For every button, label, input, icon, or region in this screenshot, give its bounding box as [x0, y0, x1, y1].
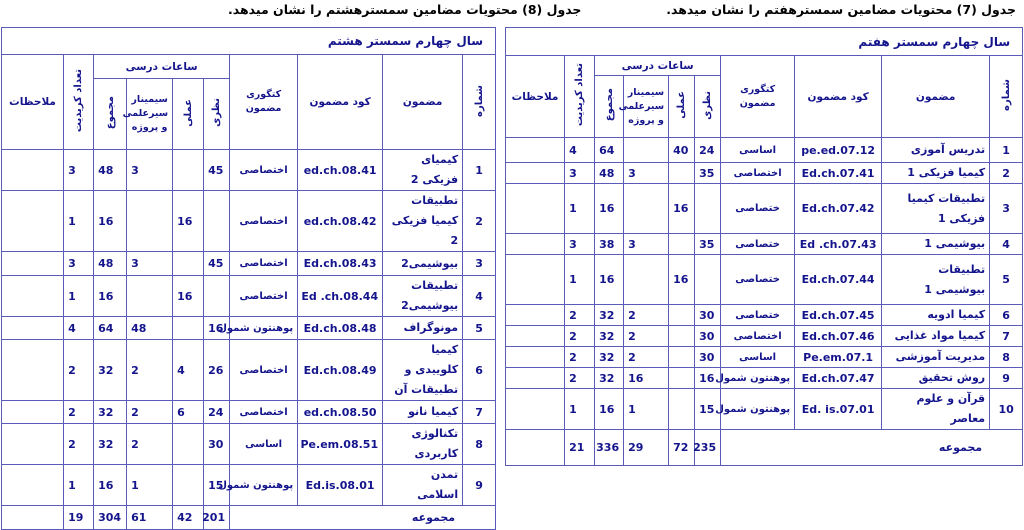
header-credits: تعداد کریدیت	[565, 56, 595, 138]
cell-total: 16	[94, 191, 127, 252]
cell-subject: تطبیقات بیوشیمی 1	[882, 255, 990, 305]
cell-practical: 16	[173, 191, 204, 252]
cell-total: 16	[595, 255, 624, 305]
table-row	[506, 389, 1023, 430]
cell-category: ختصاصی	[721, 255, 795, 305]
table-row	[506, 347, 1023, 368]
header-category: کتگوری مضمون	[230, 55, 298, 150]
table-row	[2, 340, 496, 401]
cell-seminar: 2	[624, 305, 669, 326]
cell-theory	[695, 184, 721, 234]
cell-category: ختصاصی	[721, 184, 795, 234]
cell-total: 32	[94, 424, 127, 465]
cell-theory	[695, 255, 721, 305]
cell-theory: 35	[695, 234, 721, 255]
cell-credits: 1	[565, 184, 595, 234]
cell-notes	[2, 191, 64, 252]
cell-theory: 30	[695, 347, 721, 368]
cell-category: پوهنتون شمول	[721, 389, 795, 430]
header-notes: ملاحظات	[506, 56, 565, 138]
cell-index: 3	[463, 252, 496, 276]
cell-seminar: 2	[127, 401, 173, 424]
cell-practical	[669, 326, 695, 347]
table8	[1, 27, 495, 524]
cell-practical: 16	[173, 276, 204, 317]
cell-code: Ed.is.08.01	[298, 465, 383, 506]
cell-code: Ed.ch.07.42	[795, 184, 882, 234]
cell-seminar: 16	[624, 368, 669, 389]
cell-seminar: 2	[624, 347, 669, 368]
total-credits: 21	[565, 430, 595, 466]
cell-category: اختصاصی	[230, 191, 298, 252]
cell-credits: 2	[64, 340, 94, 401]
cell-notes	[2, 340, 64, 401]
cell-index: 9	[463, 465, 496, 506]
cell-seminar	[624, 255, 669, 305]
cell-total: 64	[94, 317, 127, 340]
cell-code: Ed. is.07.01	[795, 389, 882, 430]
cell-credits: 3	[64, 150, 94, 191]
header-hours: ساعات درسی	[94, 55, 230, 79]
table-row	[506, 305, 1023, 326]
table-row	[2, 252, 496, 276]
header-theory: نظری	[204, 79, 230, 150]
cell-code: Ed.ch.07.47	[795, 368, 882, 389]
cell-total: 16	[595, 184, 624, 234]
cell-category: پوهنتون شمول	[230, 465, 298, 506]
cell-notes	[506, 184, 565, 234]
cell-category: پوهنتون شمول	[230, 317, 298, 340]
cell-theory: 16	[204, 317, 230, 340]
cell-code: ed.ch.08.41	[298, 150, 383, 191]
cell-credits: 4	[565, 138, 595, 163]
cell-code: Pe.em.07.1	[795, 347, 882, 368]
cell-category: پوهنتون شمول	[721, 368, 795, 389]
cell-index: 1	[463, 150, 496, 191]
cell-theory: 45	[204, 150, 230, 191]
table8-title: سال چهارم سمستر هشتم	[2, 28, 496, 55]
cell-category: اختصاصی	[230, 401, 298, 424]
cell-practical	[669, 368, 695, 389]
cell-total: 16	[94, 276, 127, 317]
table-row	[2, 191, 496, 252]
cell-theory: 30	[695, 326, 721, 347]
cell-code: Pe.em.08.51	[298, 424, 383, 465]
header-code: کود مضمون	[795, 56, 882, 138]
header-total: مجموع	[94, 79, 127, 150]
cell-credits: 2	[64, 401, 94, 424]
cell-index: 8	[463, 424, 496, 465]
cell-subject: کیمیا مواد غذایی	[882, 326, 990, 347]
table7	[505, 27, 1022, 489]
cell-index: 6	[990, 305, 1023, 326]
cell-credits: 3	[64, 252, 94, 276]
total-label: مجموعه	[230, 506, 496, 530]
cell-practical	[173, 150, 204, 191]
cell-seminar: 3	[624, 163, 669, 184]
cell-subject: بیوشیمی2	[383, 252, 463, 276]
cell-total: 38	[595, 234, 624, 255]
cell-credits: 1	[565, 389, 595, 430]
cell-theory: 16	[695, 368, 721, 389]
table8-grid	[1, 27, 496, 530]
cell-theory: 15	[204, 465, 230, 506]
cell-subject: کیمیا ادویه	[882, 305, 990, 326]
cell-index: 5	[990, 255, 1023, 305]
cell-practical: 16	[669, 255, 695, 305]
header-category: کتگوری مضمون	[721, 56, 795, 138]
header-seminar: سیمینار سیرعلمی و پروژه	[127, 79, 173, 150]
total-theory: 235	[695, 430, 721, 466]
cell-notes	[2, 465, 64, 506]
header-code: کود مضمون	[298, 55, 383, 150]
cell-category: اختصاصی	[230, 252, 298, 276]
cell-subject: تمدن اسلامی	[383, 465, 463, 506]
cell-total: 32	[595, 305, 624, 326]
table-row	[506, 138, 1023, 163]
totals-row	[2, 506, 496, 530]
cell-subject: کیمیا کلوییدی و تطبیقات آن	[383, 340, 463, 401]
cell-credits: 2	[64, 424, 94, 465]
cell-code: Ed.ch.08.43	[298, 252, 383, 276]
cell-index: 2	[990, 163, 1023, 184]
cell-seminar: 48	[127, 317, 173, 340]
total-practical: 72	[669, 430, 695, 466]
cell-notes	[506, 389, 565, 430]
table-row	[506, 255, 1023, 305]
cell-seminar: 3	[127, 150, 173, 191]
table-row	[506, 234, 1023, 255]
cell-category: اساسی	[230, 424, 298, 465]
totals-row	[506, 430, 1023, 466]
cell-seminar: 2	[127, 424, 173, 465]
table-row	[2, 150, 496, 191]
cell-total: 32	[94, 340, 127, 401]
total-total: 336	[595, 430, 624, 466]
cell-practical	[669, 347, 695, 368]
table-row	[2, 276, 496, 317]
cell-category: اساسی	[721, 347, 795, 368]
cell-subject: مدیریت آموزشی	[882, 347, 990, 368]
cell-practical	[669, 163, 695, 184]
header-theory: نظری	[695, 76, 721, 138]
cell-practical	[173, 252, 204, 276]
table-row	[506, 368, 1023, 389]
total-total: 304	[94, 506, 127, 530]
table7-caption: جدول (7) محتویات مضامین سمسترهفتم را نشان میدهد.	[666, 2, 1016, 17]
table-row	[506, 163, 1023, 184]
cell-code: Ed.ch.07.41	[795, 163, 882, 184]
cell-credits: 1	[64, 465, 94, 506]
cell-notes	[506, 430, 565, 466]
cell-category: اختصاصی	[721, 326, 795, 347]
cell-theory: 24	[695, 138, 721, 163]
header-notes: ملاحظات	[2, 55, 64, 150]
table-row	[2, 401, 496, 424]
cell-seminar	[127, 191, 173, 252]
cell-practical: 6	[173, 401, 204, 424]
table8-caption: جدول (8) محتویات مضامین سمسترهشتم را نشان میدهد.	[228, 2, 582, 17]
table-row	[2, 317, 496, 340]
cell-notes	[506, 368, 565, 389]
cell-index: 1	[990, 138, 1023, 163]
cell-code: Ed.ch.07.44	[795, 255, 882, 305]
cell-category: اختصاصی	[721, 163, 795, 184]
header-practical: عملی	[173, 79, 204, 150]
cell-credits: 1	[565, 255, 595, 305]
header-index: شماره	[990, 56, 1023, 138]
cell-subject: کیمیا نانو	[383, 401, 463, 424]
cell-code: ed.ch.08.42	[298, 191, 383, 252]
cell-total: 32	[94, 401, 127, 424]
cell-practical	[173, 424, 204, 465]
cell-practical: 4	[173, 340, 204, 401]
cell-practical	[669, 389, 695, 430]
cell-notes	[506, 305, 565, 326]
cell-seminar	[624, 138, 669, 163]
cell-total: 48	[94, 252, 127, 276]
cell-code: ed.ch.08.50	[298, 401, 383, 424]
cell-theory: 15	[695, 389, 721, 430]
cell-practical	[669, 305, 695, 326]
cell-total: 64	[595, 138, 624, 163]
cell-credits: 1	[64, 276, 94, 317]
cell-code: Ed.ch.08.48	[298, 317, 383, 340]
cell-practical	[669, 234, 695, 255]
cell-credits: 3	[565, 163, 595, 184]
cell-category: اختصاصی	[230, 340, 298, 401]
cell-index: 9	[990, 368, 1023, 389]
cell-notes	[2, 252, 64, 276]
header-credits: تعداد کریدیت	[64, 55, 94, 150]
cell-seminar: 3	[127, 252, 173, 276]
cell-code: pe.ed.07.12	[795, 138, 882, 163]
cell-subject: کیمیای فزیکی 2	[383, 150, 463, 191]
cell-practical	[173, 465, 204, 506]
cell-index: 10	[990, 389, 1023, 430]
cell-notes	[2, 150, 64, 191]
table7-title: سال چهارم سمستر هفتم	[506, 28, 1023, 56]
cell-total: 48	[94, 150, 127, 191]
cell-credits: 2	[565, 305, 595, 326]
cell-index: 2	[463, 191, 496, 252]
cell-seminar: 1	[127, 465, 173, 506]
total-seminar: 61	[127, 506, 173, 530]
cell-index: 5	[463, 317, 496, 340]
total-theory: 201	[204, 506, 230, 530]
header-subject: مضمون	[383, 55, 463, 150]
cell-seminar	[127, 276, 173, 317]
cell-notes	[506, 326, 565, 347]
cell-subject: تطبیقات کیمیا فزیکی 1	[882, 184, 990, 234]
cell-seminar: 2	[624, 326, 669, 347]
cell-notes	[506, 138, 565, 163]
cell-seminar: 1	[624, 389, 669, 430]
table-row	[2, 465, 496, 506]
cell-notes	[506, 255, 565, 305]
total-label: مجموعه	[721, 430, 1023, 466]
cell-subject: تطبیقات بیوشیمی2	[383, 276, 463, 317]
cell-total: 32	[595, 326, 624, 347]
cell-theory: 26	[204, 340, 230, 401]
cell-code: Ed .ch.07.43	[795, 234, 882, 255]
cell-subject: روش تحقیق	[882, 368, 990, 389]
cell-total: 48	[595, 163, 624, 184]
cell-theory: 24	[204, 401, 230, 424]
table-row	[506, 184, 1023, 234]
header-total: مجموع	[595, 76, 624, 138]
cell-category: ختصاصی	[721, 305, 795, 326]
cell-index: 7	[463, 401, 496, 424]
cell-seminar: 3	[624, 234, 669, 255]
cell-theory: 30	[695, 305, 721, 326]
cell-subject: تدریس آموزی	[882, 138, 990, 163]
cell-notes	[2, 424, 64, 465]
cell-seminar: 2	[127, 340, 173, 401]
cell-theory	[204, 276, 230, 317]
cell-subject: کیمیا فزیکی 1	[882, 163, 990, 184]
cell-code: Ed.ch.07.46	[795, 326, 882, 347]
cell-index: 4	[463, 276, 496, 317]
total-seminar: 29	[624, 430, 669, 466]
cell-credits: 2	[565, 368, 595, 389]
cell-notes	[2, 401, 64, 424]
cell-index: 8	[990, 347, 1023, 368]
cell-credits: 1	[64, 191, 94, 252]
cell-theory: 35	[695, 163, 721, 184]
cell-theory	[204, 191, 230, 252]
cell-category: ختصاصی	[721, 234, 795, 255]
cell-practical: 40	[669, 138, 695, 163]
cell-category: اختصاصی	[230, 276, 298, 317]
total-credits: 19	[64, 506, 94, 530]
cell-practical: 16	[669, 184, 695, 234]
cell-code: Ed.ch.07.45	[795, 305, 882, 326]
cell-subject: مونوگراف	[383, 317, 463, 340]
cell-notes	[506, 163, 565, 184]
cell-theory: 30	[204, 424, 230, 465]
cell-notes	[506, 347, 565, 368]
cell-credits: 4	[64, 317, 94, 340]
cell-subject: تطبیقات کیمیا فزیکی 2	[383, 191, 463, 252]
cell-category: اختصاصی	[230, 150, 298, 191]
header-practical: عملی	[669, 76, 695, 138]
cell-notes	[2, 317, 64, 340]
cell-subject: بیوشیمی 1	[882, 234, 990, 255]
cell-category: اساسی	[721, 138, 795, 163]
cell-total: 16	[94, 465, 127, 506]
cell-index: 6	[463, 340, 496, 401]
cell-index: 7	[990, 326, 1023, 347]
cell-total: 32	[595, 347, 624, 368]
cell-code: Ed .ch.08.44	[298, 276, 383, 317]
cell-index: 3	[990, 184, 1023, 234]
cell-code: Ed.ch.08.49	[298, 340, 383, 401]
cell-seminar	[624, 184, 669, 234]
cell-notes	[2, 276, 64, 317]
header-seminar: سیمینار سیرعلمی و پروژه	[624, 76, 669, 138]
cell-credits: 2	[565, 347, 595, 368]
cell-practical	[173, 317, 204, 340]
cell-notes	[2, 506, 64, 530]
table-row	[506, 326, 1023, 347]
cell-credits: 3	[565, 234, 595, 255]
header-index: شماره	[463, 55, 496, 150]
cell-total: 32	[595, 368, 624, 389]
header-subject: مضمون	[882, 56, 990, 138]
cell-subject: تکنالوژی کاربردی	[383, 424, 463, 465]
header-hours: ساعات درسی	[595, 56, 721, 76]
cell-index: 4	[990, 234, 1023, 255]
total-practical: 42	[173, 506, 204, 530]
cell-theory: 45	[204, 252, 230, 276]
cell-subject: قرآن و علوم معاصر	[882, 389, 990, 430]
cell-notes	[506, 234, 565, 255]
cell-credits: 2	[565, 326, 595, 347]
table-row	[2, 424, 496, 465]
table7-grid	[505, 27, 1023, 466]
cell-total: 16	[595, 389, 624, 430]
